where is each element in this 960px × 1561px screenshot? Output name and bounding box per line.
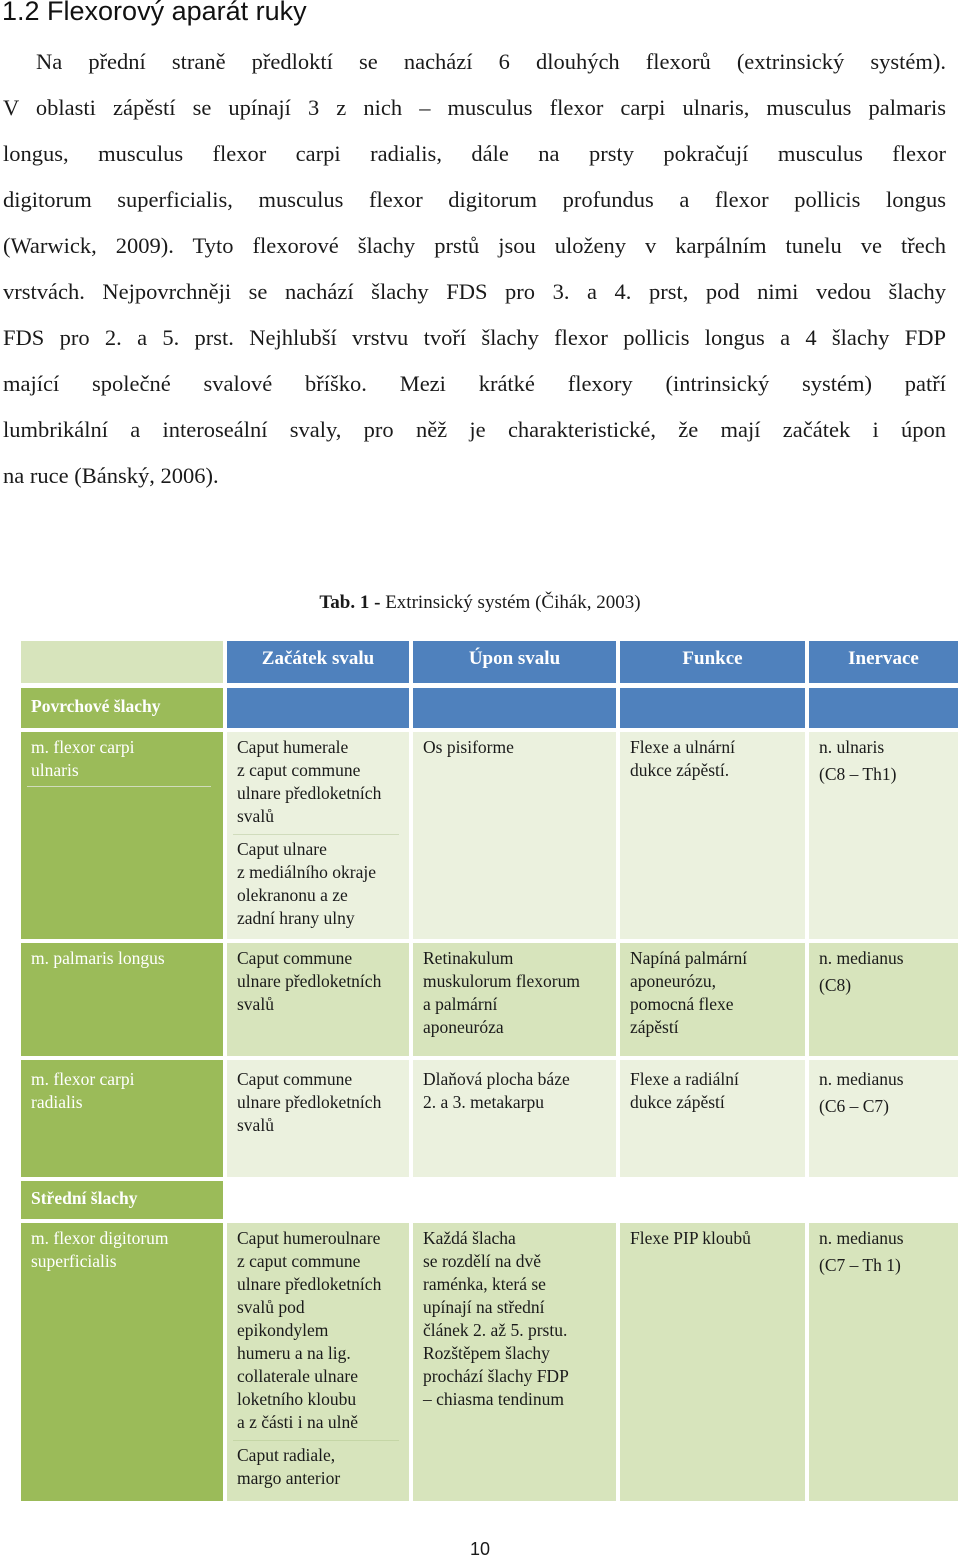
innervation-fds — [809, 1223, 958, 1501]
origin-line: ulnare předloketních — [237, 1092, 382, 1112]
origin-line: collaterale ulnare — [237, 1366, 358, 1386]
paragraph-line: Na přední straně předloktí se nachází 6 dlouhých flexorů (extrinsický systém). — [36, 49, 946, 74]
insertion-line: Os pisiforme — [423, 737, 514, 757]
nerve-roots: (C6 – C7) — [819, 1096, 889, 1116]
insertion-line: Dlaňová plocha báze — [423, 1069, 570, 1089]
section-blue-cell — [413, 688, 616, 728]
page-number: 10 — [469, 1539, 491, 1559]
origin-line: z mediálního okraje — [237, 862, 376, 882]
origin-fcu — [227, 732, 409, 939]
caption-label: Tab. 1 - — [319, 592, 381, 613]
muscle-name-line: radialis — [31, 1092, 83, 1112]
function-line: Flexe a radiální — [630, 1069, 739, 1089]
insertion-line: se rozdělí na dvě — [423, 1251, 542, 1271]
function-line: pomocná flexe — [630, 994, 734, 1014]
origin-line: Caput humeroulnare — [237, 1228, 381, 1248]
muscle-name-line: m. palmaris longus — [31, 948, 165, 968]
paragraph-line: (Warwick, 2009). Tyto flexorové šlachy prstů jsou uloženy v karpálním tunelu ve třech — [3, 233, 946, 258]
origin-line: epikondylem — [237, 1320, 329, 1340]
function-line: Flexe PIP kloubů — [630, 1228, 751, 1248]
origin-fcr — [227, 1060, 409, 1177]
muscle-name-line: m. flexor carpi — [31, 1069, 135, 1089]
origin-line: svalů — [237, 1115, 274, 1135]
insertion-pl — [413, 943, 616, 1056]
section-blue-cell — [620, 688, 805, 728]
origin-pl — [227, 943, 409, 1056]
header-origin: Začátek svalu — [227, 641, 409, 683]
insertion-line: Retinakulum — [423, 948, 514, 968]
muscle-name-fds — [21, 1223, 223, 1501]
origin-line: a z části i na ulně — [237, 1412, 358, 1432]
nerve-name: n. medianus — [819, 948, 904, 968]
origin-line: ulnare předloketních — [237, 1274, 382, 1294]
innervation-fcr — [809, 1060, 958, 1177]
nerve-name: n. ulnaris — [819, 737, 885, 757]
paragraph-line: longus, musculus flexor carpi radialis, dále na prsty pokračují musculus flexor — [3, 141, 946, 166]
section-heading: 1.2 Flexorový aparát ruky — [2, 0, 307, 26]
paragraph-line: V oblasti zápěstí se upínají 3 z nich – musculus flexor carpi ulnaris, musculus palmaris — [3, 95, 946, 120]
header-function: Funkce — [620, 641, 805, 683]
function-fds — [620, 1223, 805, 1501]
cell-divider — [233, 834, 399, 835]
origin-line: z caput commune — [237, 1251, 361, 1271]
origin-line: svalů — [237, 806, 274, 826]
nerve-name: n. medianus — [819, 1069, 904, 1089]
origin-line: zadní hrany ulny — [237, 908, 355, 928]
origin-line: Caput commune — [237, 948, 353, 968]
origin-line: Caput ulnare — [237, 839, 327, 859]
function-line: dukce zápěstí — [630, 1092, 725, 1112]
paragraph-line: na ruce (Bánský, 2006). — [3, 463, 219, 488]
table-caption — [0, 592, 960, 614]
insertion-fds — [413, 1223, 616, 1501]
cell-divider — [233, 1440, 399, 1441]
origin-line: olekranonu a ze — [237, 885, 348, 905]
header-innervation: Inervace — [809, 641, 958, 683]
origin-line: loketního kloubu — [237, 1389, 357, 1409]
muscle-name-line: ulnaris — [31, 760, 79, 780]
insertion-line: muskulorum flexorum — [423, 971, 580, 991]
insertion-line: Každá šlacha — [423, 1228, 516, 1248]
origin-line: svalů — [237, 994, 274, 1014]
origin-line: margo anterior — [237, 1468, 341, 1488]
insertion-line: Rozštěpem šlachy — [423, 1343, 550, 1363]
innervation-pl — [809, 943, 958, 1056]
function-line: dukce zápěstí. — [630, 760, 730, 780]
function-fcu — [620, 732, 805, 939]
muscle-name-pl — [21, 943, 223, 1056]
paragraph-line: digitorum superficialis, musculus flexor digitorum profundus a flexor pollicis longus — [3, 187, 946, 212]
nerve-name: n. medianus — [819, 1228, 904, 1248]
function-line: Napíná palmární — [630, 948, 748, 968]
insertion-line: prochází šlachy FDP — [423, 1366, 569, 1386]
origin-fds — [227, 1223, 409, 1501]
paragraph-line: mající společné svalové bříško. Mezi krátké flexory (intrinsický systém) patří — [3, 371, 946, 396]
origin-line: svalů pod — [237, 1297, 305, 1317]
section-blue-cell — [809, 688, 958, 728]
function-fcr — [620, 1060, 805, 1177]
insertion-line: 2. a 3. metakarpu — [423, 1092, 544, 1112]
insertion-fcr — [413, 1060, 616, 1177]
cell-divider — [27, 786, 211, 787]
function-line: Flexe a ulnární — [630, 737, 735, 757]
muscle-name-fcu — [21, 732, 223, 939]
origin-line: humeru a na lig. — [237, 1343, 351, 1363]
muscle-name-line: superficialis — [31, 1251, 117, 1271]
paragraph-line: vrstvách. Nejpovrchněji se nachází šlachy FDS pro 3. a 4. prst, pod nimi vedou šlachy — [3, 279, 946, 304]
origin-line: ulnare předloketních — [237, 783, 382, 803]
insertion-line: – chiasma tendinum — [423, 1389, 564, 1409]
caption-text: Extrinsický systém (Čihák, 2003) — [380, 592, 641, 613]
header-empty-cell — [21, 641, 223, 683]
insertion-line: aponeuróza — [423, 1017, 504, 1037]
origin-line: ulnare předloketních — [237, 971, 382, 991]
function-pl — [620, 943, 805, 1056]
muscle-name-line: m. flexor digitorum — [31, 1228, 169, 1248]
insertion-line: a palmární — [423, 994, 498, 1014]
origin-line: Caput humerale — [237, 737, 349, 757]
section-surface: Povrchové šlachy — [21, 688, 223, 728]
muscle-name-line: m. flexor carpi — [31, 737, 135, 757]
nerve-roots: (C8) — [819, 975, 852, 995]
paragraph-line: lumbrikální a interoseální svaly, pro něž je charakteristické, že mají začátek i úpon — [3, 417, 946, 442]
insertion-line: článek 2. až 5. prstu. — [423, 1320, 568, 1340]
origin-line: Caput radiale, — [237, 1445, 336, 1465]
insertion-fcu — [413, 732, 616, 939]
origin-line: Caput commune — [237, 1069, 353, 1089]
origin-line: z caput commune — [237, 760, 361, 780]
nerve-roots: (C8 – Th1) — [819, 764, 897, 784]
section-middle: Střední šlachy — [21, 1181, 223, 1219]
header-insertion: Úpon svalu — [413, 641, 616, 683]
insertion-line: upínají na střední — [423, 1297, 545, 1317]
function-line: aponeurózu, — [630, 971, 717, 991]
insertion-line: raménka, která se — [423, 1274, 546, 1294]
function-line: zápěstí — [630, 1017, 679, 1037]
paragraph-line: FDS pro 2. a 5. prst. Nejhlubší vrstvu tvoří šlachy flexor pollicis longus a 4 šlachy FDP — [3, 325, 946, 350]
nerve-roots: (C7 – Th 1) — [819, 1255, 901, 1275]
muscle-name-fcr — [21, 1060, 223, 1177]
section-blue-cell — [227, 688, 409, 728]
innervation-fcu — [809, 732, 958, 939]
